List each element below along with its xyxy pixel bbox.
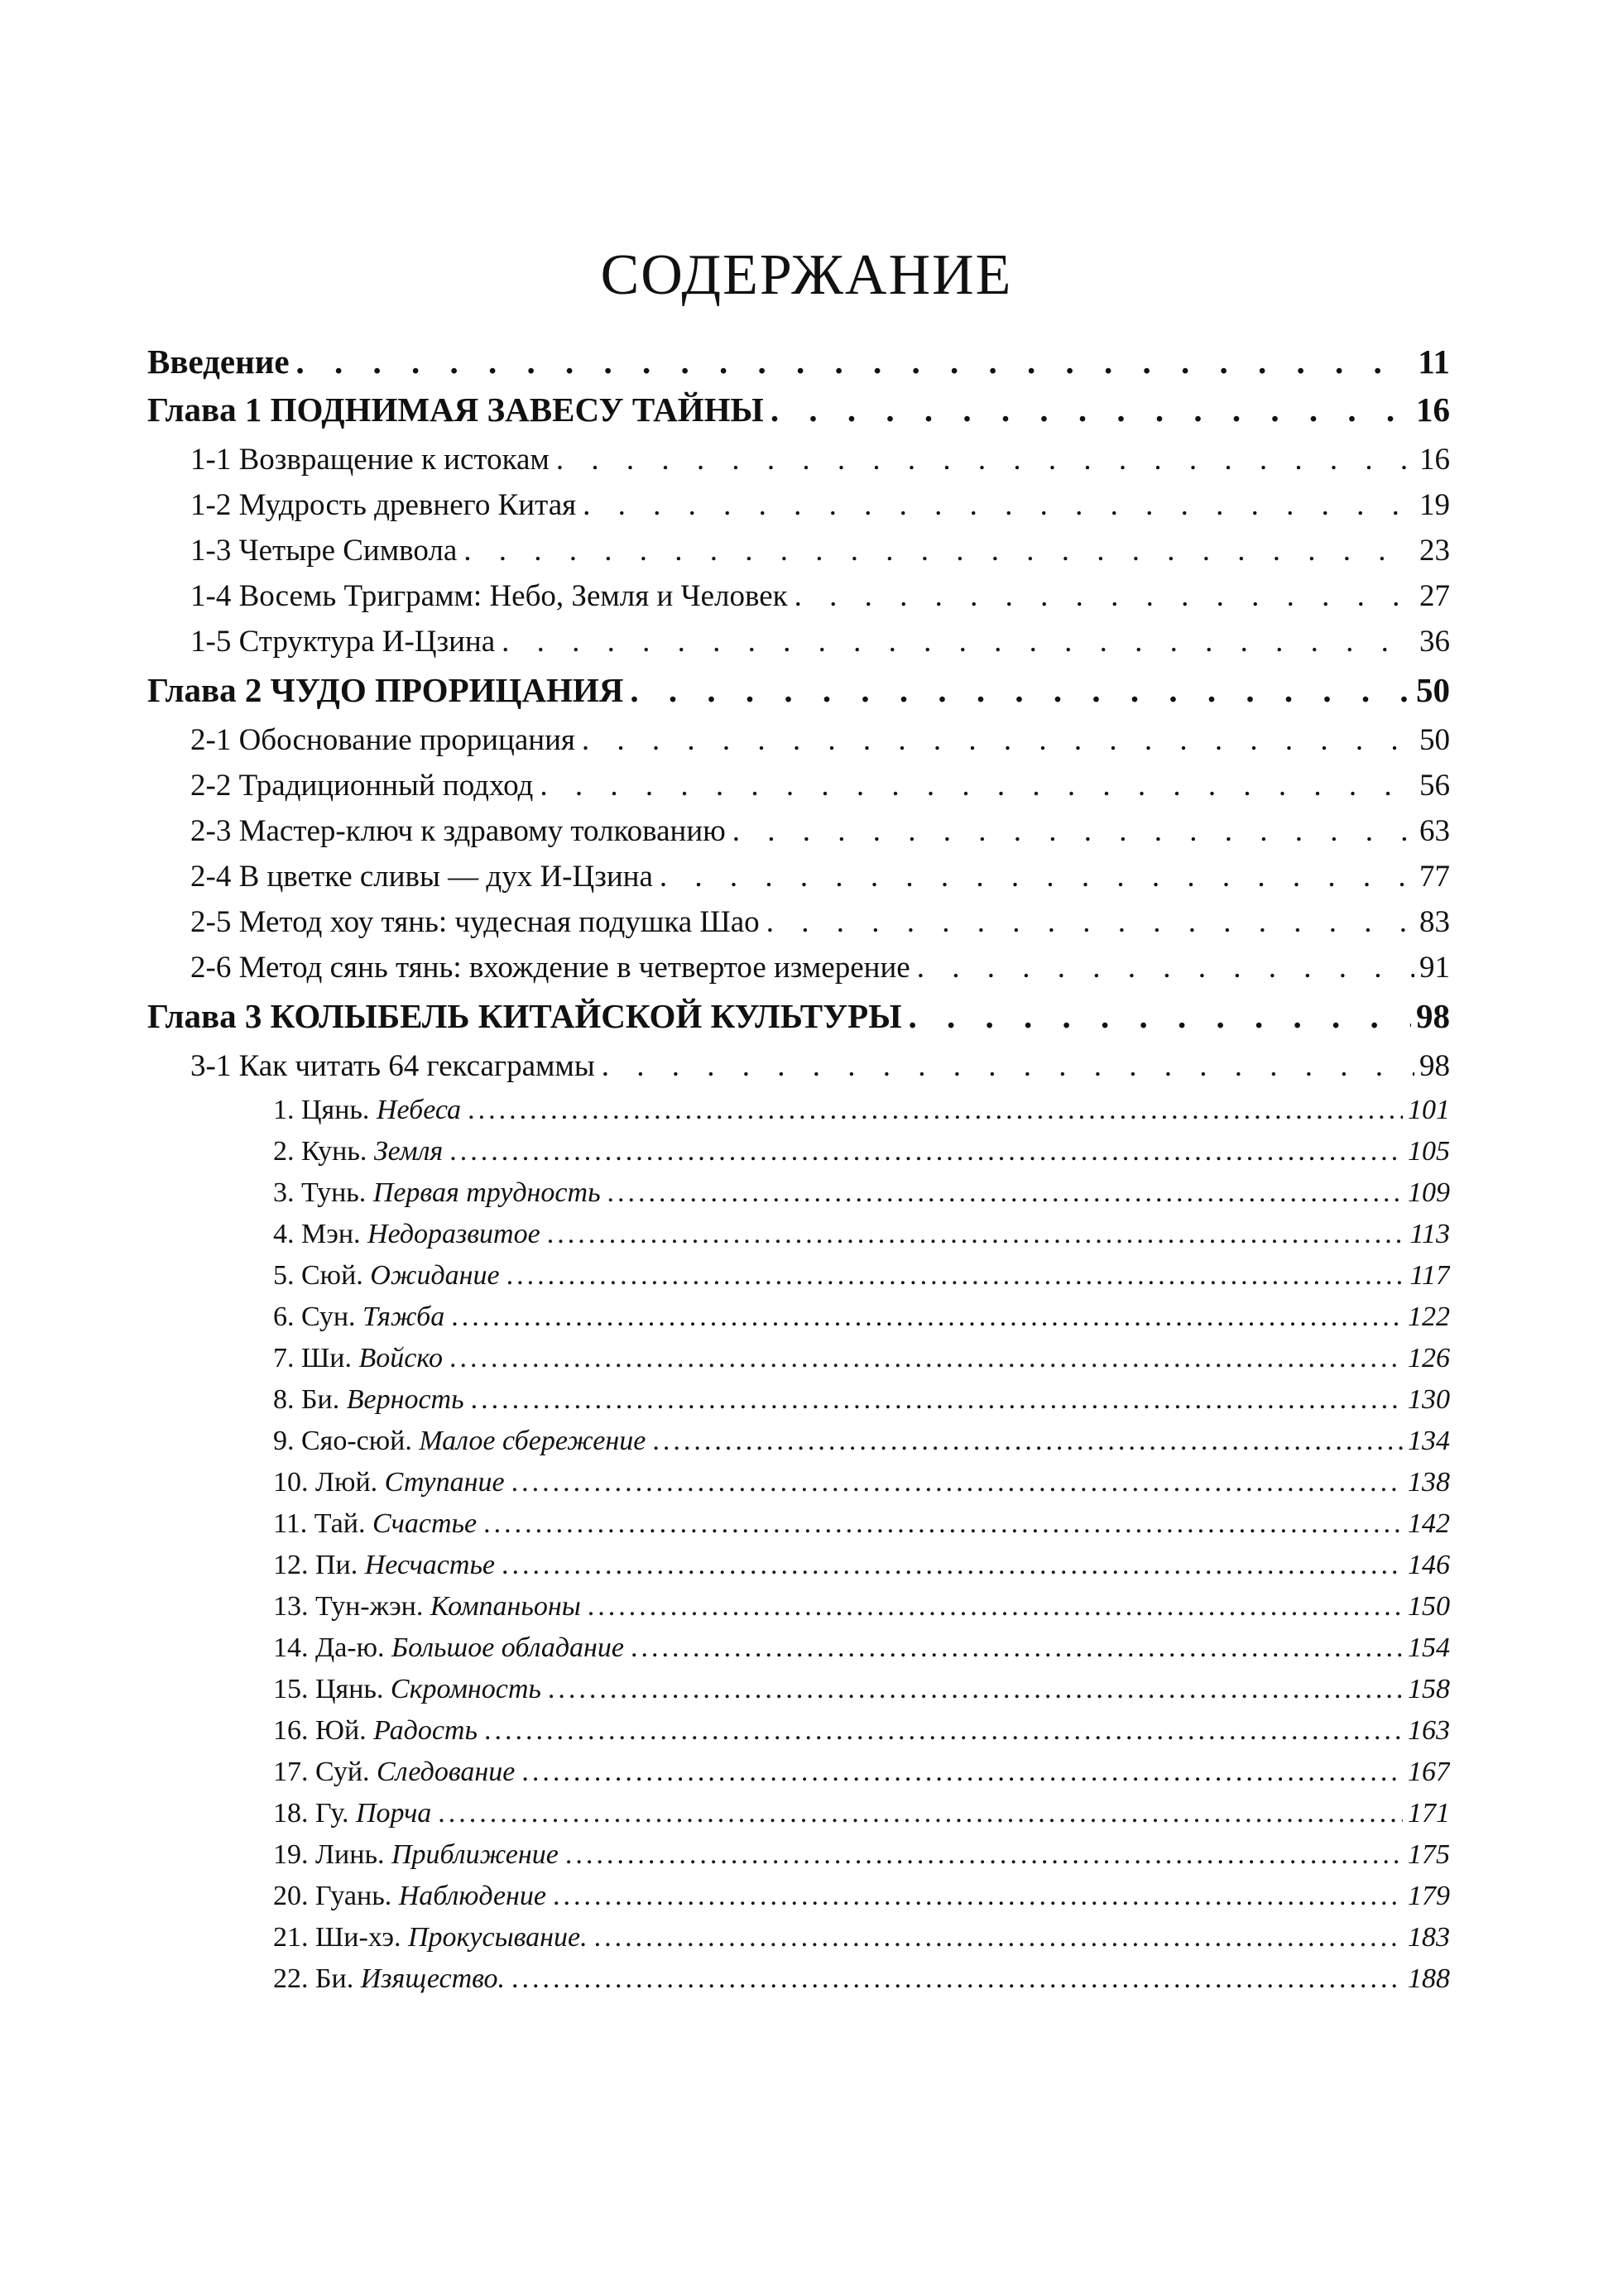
toc-section-3-1 xyxy=(190,1038,1450,1084)
dot-leader xyxy=(607,1177,1403,1209)
toc-entry-label: 2-1 Обоснование прорицания xyxy=(190,723,575,757)
hexagram-name: Тяжба xyxy=(362,1301,445,1332)
toc-hexagram-10 xyxy=(273,1457,1450,1498)
dot-leader xyxy=(438,1798,1403,1829)
hexagram-number: 14. Да-ю. xyxy=(273,1632,385,1663)
toc-entry-label: 2-5 Метод хоу тянь: чудесная подушка Шао xyxy=(190,905,760,939)
hexagram-name: Большое обладание xyxy=(391,1632,624,1663)
toc-section-2-6 xyxy=(190,939,1450,985)
hexagram-name: Недоразвитое xyxy=(367,1219,540,1249)
dot-leader xyxy=(471,1384,1403,1416)
toc-entry-page: 27 xyxy=(1419,579,1450,613)
dot-leader xyxy=(588,1591,1403,1623)
toc-entry-page: 117 xyxy=(1409,1260,1450,1291)
dot-leader xyxy=(511,1467,1403,1498)
toc-hexagram-9 xyxy=(273,1416,1450,1457)
dot-leader xyxy=(630,670,1411,710)
dot-leader xyxy=(770,390,1411,429)
dot-leader xyxy=(502,624,1414,659)
toc-hexagram-17 xyxy=(273,1747,1450,1788)
hexagram-number: 22. Би. xyxy=(273,1963,354,1994)
toc-entry-page: 91 xyxy=(1419,951,1450,985)
dot-leader xyxy=(582,722,1414,758)
hexagram-name: Малое сбережение xyxy=(419,1426,646,1456)
toc-chapter-2 xyxy=(147,664,1450,710)
dot-leader xyxy=(908,996,1411,1036)
hexagram-name: Радость xyxy=(373,1715,478,1746)
hexagram-number: 6. Сун. xyxy=(273,1301,356,1332)
toc-entry-label: 1-3 Четыре Символа xyxy=(190,534,458,568)
toc-entry-page: 171 xyxy=(1408,1798,1450,1829)
toc-entry-label: 2-3 Мастер-ключ к здравому толкованию xyxy=(190,814,726,848)
toc-entry-page: 113 xyxy=(1409,1219,1450,1249)
toc-section-2-3 xyxy=(190,803,1450,849)
toc-entry-page: 126 xyxy=(1408,1343,1450,1373)
toc-entry-page: 158 xyxy=(1408,1674,1450,1704)
dot-leader xyxy=(540,768,1414,803)
hexagram-number: 20. Гуань. xyxy=(273,1881,392,1911)
dot-leader xyxy=(594,1922,1403,1953)
hexagram-name: Приближение xyxy=(391,1839,559,1870)
hexagram-number: 21. Ши-хэ. xyxy=(273,1922,401,1953)
hexagram-number: 18. Гу. xyxy=(273,1798,349,1829)
dot-leader xyxy=(652,1426,1403,1457)
toc-section-2-5 xyxy=(190,894,1450,940)
hexagram-number: 19. Линь. xyxy=(273,1839,385,1870)
toc-chapter-1 xyxy=(147,383,1450,429)
toc-entry-label: 3-1 Как читать 64 гексаграммы xyxy=(190,1049,595,1083)
toc-hexagram-6 xyxy=(273,1292,1450,1333)
toc-entry-label: 1-2 Мудрость древнего Китая xyxy=(190,488,577,522)
hexagram-number: 8. Би. xyxy=(273,1384,340,1415)
dot-leader xyxy=(553,1881,1403,1912)
toc-section-1-2 xyxy=(190,477,1450,523)
hexagram-number: 16. Юй. xyxy=(273,1715,367,1746)
hexagram-number: 4. Мэн. xyxy=(273,1219,361,1249)
toc-entry-page: 109 xyxy=(1408,1177,1450,1208)
toc-entry-page: 19 xyxy=(1419,488,1450,522)
dot-leader xyxy=(794,578,1414,614)
toc-entry-label: Введение xyxy=(147,343,290,381)
dot-leader xyxy=(463,533,1414,568)
toc-entry-page: 16 xyxy=(1416,391,1450,429)
toc-entry-page: 23 xyxy=(1419,534,1450,568)
dot-leader xyxy=(449,1343,1403,1374)
dot-leader xyxy=(483,1508,1403,1540)
dot-leader xyxy=(766,904,1414,940)
toc-hexagram-1 xyxy=(273,1085,1450,1126)
hexagram-number: 17. Суй. xyxy=(273,1757,370,1787)
toc-entry-label: Глава 3 КОЛЫБЕЛЬ КИТАЙСКОЙ КУЛЬТУРЫ xyxy=(147,997,902,1035)
toc-hexagram-8 xyxy=(273,1374,1450,1416)
hexagram-name: Земля xyxy=(373,1136,444,1167)
toc-entry-label: Глава 2 ЧУДО ПРОРИЦАНИЯ xyxy=(147,671,624,709)
toc-section-2-4 xyxy=(190,848,1450,894)
hexagram-number: 7. Ши. xyxy=(273,1343,352,1373)
hexagram-number: 11. Тай. xyxy=(273,1508,366,1539)
dot-leader xyxy=(565,1839,1403,1871)
toc-section-2-1 xyxy=(190,712,1450,758)
toc-hexagram-22 xyxy=(273,1953,1450,1995)
hexagram-number: 5. Сюй. xyxy=(273,1260,363,1291)
hexagram-name: Порча xyxy=(355,1798,432,1829)
toc-entry-page: 146 xyxy=(1408,1550,1450,1580)
toc-entry-page: 150 xyxy=(1408,1591,1450,1622)
toc-entry-label: Глава 1 ПОДНИМАЯ ЗАВЕСУ ТАЙНЫ xyxy=(147,391,764,429)
toc-hexagram-12 xyxy=(273,1540,1450,1581)
toc-entry-page: 188 xyxy=(1408,1963,1450,1994)
toc-hexagram-2 xyxy=(273,1126,1450,1167)
toc-entry-page: 163 xyxy=(1408,1715,1450,1746)
toc-hexagram-3 xyxy=(273,1167,1450,1209)
toc-section-1-3 xyxy=(190,522,1450,568)
toc-chapter-3 xyxy=(147,990,1450,1036)
toc-entry-label: 1-4 Восемь Триграмм: Небо, Земля и Человек xyxy=(190,579,788,613)
toc-entry-page: 36 xyxy=(1419,625,1450,659)
toc-entry-label: 2-4 В цветке сливы — дух И-Цзина xyxy=(190,860,653,894)
hexagram-name: Верность xyxy=(346,1384,464,1415)
toc-entry-page: 122 xyxy=(1408,1301,1450,1332)
page-title: СОДЕРЖАНИЕ xyxy=(600,243,1013,307)
toc-entry-page: 138 xyxy=(1408,1467,1450,1498)
toc-entry-page: 101 xyxy=(1408,1095,1450,1125)
hexagram-number: 12. Пи. xyxy=(273,1550,358,1580)
dot-leader xyxy=(502,1550,1403,1581)
toc-entry-page: 63 xyxy=(1419,814,1450,848)
hexagram-name: Счастье xyxy=(372,1508,478,1539)
dot-leader xyxy=(521,1757,1403,1788)
toc-entry-page: 175 xyxy=(1408,1839,1450,1870)
dot-leader xyxy=(449,1136,1403,1167)
hexagram-number: 3. Тунь. xyxy=(273,1177,367,1208)
toc-entry-page: 105 xyxy=(1408,1136,1450,1167)
hexagram-name: Несчастье xyxy=(364,1550,496,1580)
toc-entry-page: 98 xyxy=(1419,1049,1450,1083)
toc-hexagram-7 xyxy=(273,1333,1450,1374)
hexagram-number: 9. Сяо-сюй. xyxy=(273,1426,412,1456)
toc-entry-introduction xyxy=(147,335,1450,381)
toc-section-1-5 xyxy=(190,613,1450,659)
toc-hexagram-15 xyxy=(273,1664,1450,1705)
hexagram-number: 13. Тун-жэн. xyxy=(273,1591,424,1622)
toc-entry-page: 167 xyxy=(1408,1757,1450,1787)
hexagram-number: 2. Кунь. xyxy=(273,1136,367,1167)
toc-hexagram-20 xyxy=(273,1871,1450,1912)
toc-entry-page: 11 xyxy=(1418,343,1450,381)
toc-hexagram-13 xyxy=(273,1581,1450,1623)
hexagram-number: 1. Цянь. xyxy=(273,1095,370,1125)
toc-entry-page: 154 xyxy=(1408,1632,1450,1663)
dot-leader xyxy=(468,1095,1403,1126)
dot-leader xyxy=(548,1674,1403,1705)
toc-hexagram-5 xyxy=(273,1250,1450,1292)
toc-entry-page: 77 xyxy=(1419,860,1450,894)
hexagram-name: Прокусывание. xyxy=(407,1922,588,1953)
hexagram-name: Изящество. xyxy=(360,1963,505,1994)
dot-leader xyxy=(602,1048,1414,1084)
toc-entry-label: 1-1 Возвращение к истокам xyxy=(190,443,550,477)
hexagram-name: Следование xyxy=(377,1757,516,1787)
toc-hexagram-4 xyxy=(273,1209,1450,1250)
dot-leader xyxy=(660,859,1414,894)
hexagram-name: Первая трудность xyxy=(372,1177,601,1208)
hexagram-name: Скромность xyxy=(390,1674,541,1704)
toc-hexagram-14 xyxy=(273,1623,1450,1664)
dot-leader xyxy=(917,950,1414,985)
toc-hexagram-19 xyxy=(273,1829,1450,1871)
toc-entry-page: 98 xyxy=(1416,997,1450,1035)
dot-leader xyxy=(556,442,1414,477)
toc-entry-page: 16 xyxy=(1419,443,1450,477)
toc-hexagram-16 xyxy=(273,1705,1450,1747)
toc-hexagram-21 xyxy=(273,1912,1450,1953)
hexagram-name: Небеса xyxy=(376,1095,462,1125)
dot-leader xyxy=(484,1715,1403,1747)
toc-entry-page: 130 xyxy=(1408,1384,1450,1415)
toc-section-1-4 xyxy=(190,568,1450,614)
toc-entry-page: 142 xyxy=(1408,1508,1450,1539)
dot-leader xyxy=(631,1632,1403,1664)
toc-entry-page: 50 xyxy=(1416,671,1450,709)
dot-leader xyxy=(511,1963,1403,1995)
dot-leader xyxy=(732,813,1414,849)
toc-entry-label: 2-6 Метод сянь тянь: вхождение в четвертое измерение xyxy=(190,951,910,985)
hexagram-name: Компаньоны xyxy=(430,1591,581,1622)
toc-section-2-2 xyxy=(190,757,1450,803)
toc-section-1-1 xyxy=(190,431,1450,477)
dot-leader xyxy=(583,487,1414,523)
dot-leader xyxy=(547,1219,1405,1250)
hexagram-name: Войско xyxy=(358,1343,443,1373)
toc-hexagram-11 xyxy=(273,1498,1450,1540)
dot-leader xyxy=(451,1301,1403,1333)
toc-entry-page: 50 xyxy=(1419,723,1450,757)
hexagram-number: 15. Цянь. xyxy=(273,1674,384,1704)
hexagram-name: Ступание xyxy=(384,1467,505,1498)
toc-hexagram-18 xyxy=(273,1788,1450,1829)
toc-entry-label: 2-2 Традиционный подход xyxy=(190,769,534,803)
toc-entry-page: 179 xyxy=(1408,1881,1450,1911)
hexagram-name: Наблюдение xyxy=(398,1881,546,1911)
hexagram-name: Ожидание xyxy=(370,1260,500,1291)
toc-entry-page: 83 xyxy=(1419,905,1450,939)
dot-leader xyxy=(506,1260,1405,1292)
hexagram-number: 10. Люй. xyxy=(273,1467,378,1498)
toc-entry-page: 183 xyxy=(1408,1922,1450,1953)
dot-leader xyxy=(296,342,1414,381)
toc-entry-page: 56 xyxy=(1419,769,1450,803)
toc-entry-page: 134 xyxy=(1408,1426,1450,1456)
toc-entry-label: 1-5 Структура И-Цзина xyxy=(190,625,496,659)
